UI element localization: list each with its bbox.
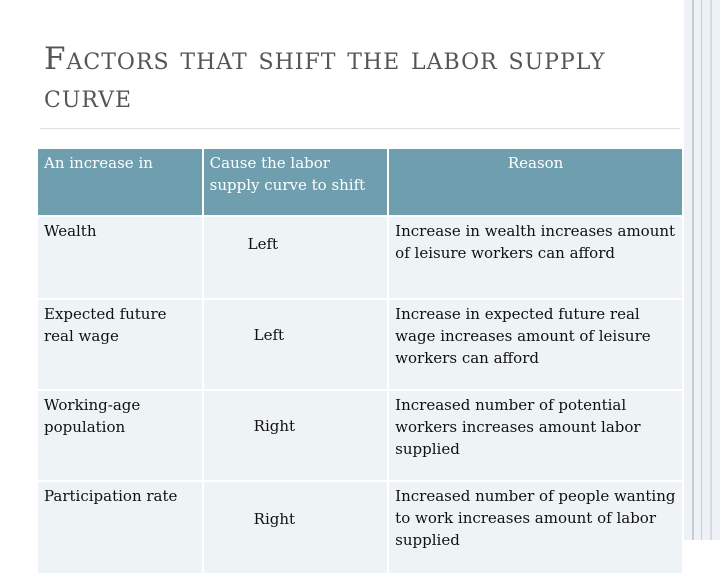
- reason-cell: Increased number of potential workers increases amount labor supplied: [389, 391, 682, 480]
- table-header-row: [38, 149, 682, 215]
- shift-cell: Left: [204, 217, 388, 298]
- reason-cell: Increased number of people wanting to work increases amount of labor supplied: [389, 482, 682, 573]
- rail-line: [692, 0, 694, 540]
- rail-line: [710, 0, 712, 540]
- table-row: [38, 300, 682, 389]
- labor-supply-factors-table: [36, 147, 684, 575]
- reason-cell: Increase in expected future real wage increases amount of leisure workers can afford: [389, 300, 682, 389]
- table-row: [38, 217, 682, 298]
- table-row: [38, 482, 682, 573]
- header-reason: Reason: [389, 149, 682, 215]
- factor-cell: Working-age population: [38, 391, 202, 480]
- header-shift-direction: Cause the labor supply curve to shift: [204, 149, 388, 215]
- factor-cell: Wealth: [38, 217, 202, 298]
- factor-cell: Participation rate: [38, 482, 202, 573]
- rail-line: [701, 0, 702, 540]
- slide-side-rail: [684, 0, 720, 540]
- reason-cell: Increase in wealth increases amount of leisure workers can afford: [389, 217, 682, 298]
- shift-cell: Right: [204, 482, 388, 573]
- title-divider: [40, 128, 680, 129]
- header-increase-in: An increase in: [38, 149, 202, 215]
- shift-cell: Left: [204, 300, 388, 389]
- shift-cell: Right: [204, 391, 388, 480]
- slide-title: Factors that shift the labor supply curve: [44, 41, 606, 115]
- factor-cell: Expected future real wage: [38, 300, 202, 389]
- table-row: [38, 391, 682, 480]
